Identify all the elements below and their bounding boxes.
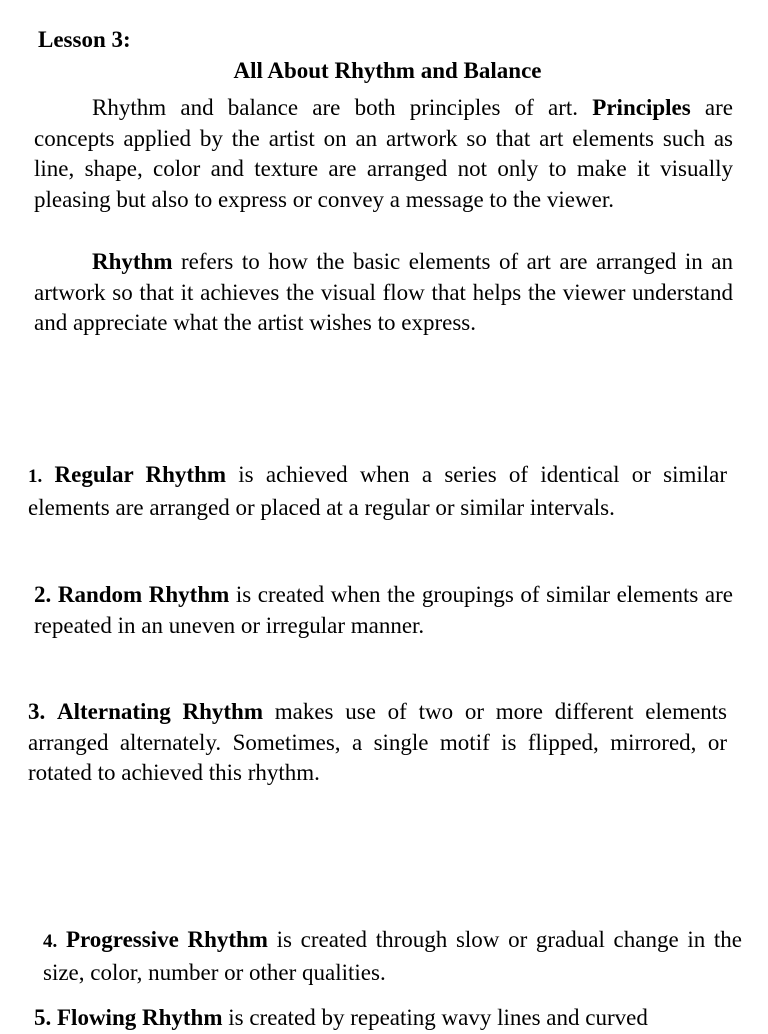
lesson-label: Lesson 3:: [38, 27, 131, 52]
rhythm-item-alternating: [28, 697, 727, 789]
rhythm-item-regular: [28, 460, 727, 523]
item-description: is created when the groupings of similar elements are repeated in an uneven or irregular manner.: [34, 582, 733, 638]
intro-paragraph-principles: [34, 93, 733, 215]
intro-text-a: Rhythm and balance are both principles of art.: [92, 95, 593, 120]
item-number: 1.: [28, 466, 43, 487]
item-term: Progressive Rhythm: [65, 927, 268, 952]
item-description: is created by repeating wavy lines and curved: [222, 1005, 648, 1030]
item-number: 3.: [28, 699, 46, 724]
item-term: Flowing Rhythm: [57, 1005, 223, 1030]
item-description: is achieved when a series of identical or similar elements are arranged or placed at a regular or similar intervals.: [28, 462, 728, 520]
rhythm-item-random: [34, 580, 733, 641]
term-rhythm: Rhythm: [92, 249, 173, 274]
intro-paragraph-rhythm: [34, 247, 733, 339]
term-principles: Principles: [592, 95, 691, 120]
item-description: makes use of two or more different elements arranged alternately. Sometimes, a single motif is flipped, mirrored, or rotated to achieved this rhythm.: [28, 699, 728, 785]
intro-text-b: are concepts applied by the artist on an artwork so that art elements such as line, shape, color and texture are arranged not only to make it visually pleasing but also to express or convey a message to the viewer.: [34, 95, 734, 212]
item-term: Alternating Rhythm: [57, 699, 263, 724]
item-number: 4.: [43, 931, 58, 952]
item-number: 2.: [34, 582, 52, 607]
item-term: Random Rhythm: [57, 582, 230, 607]
item-number: 5.: [34, 1005, 52, 1030]
lesson-title: All About Rhythm and Balance: [233, 58, 542, 83]
rhythm-definition: refers to how the basic elements of art are arranged in an artwork so that it achieves the visual flow that helps the viewer understand and appreciate what the artist wishes to express.: [34, 249, 733, 335]
item-description: is created through slow or gradual change in the size, color, number or other qualities.: [43, 927, 743, 985]
rhythm-item-progressive: [43, 925, 742, 988]
rhythm-item-flowing: [34, 1003, 733, 1034]
item-term: Regular Rhythm: [54, 462, 227, 487]
